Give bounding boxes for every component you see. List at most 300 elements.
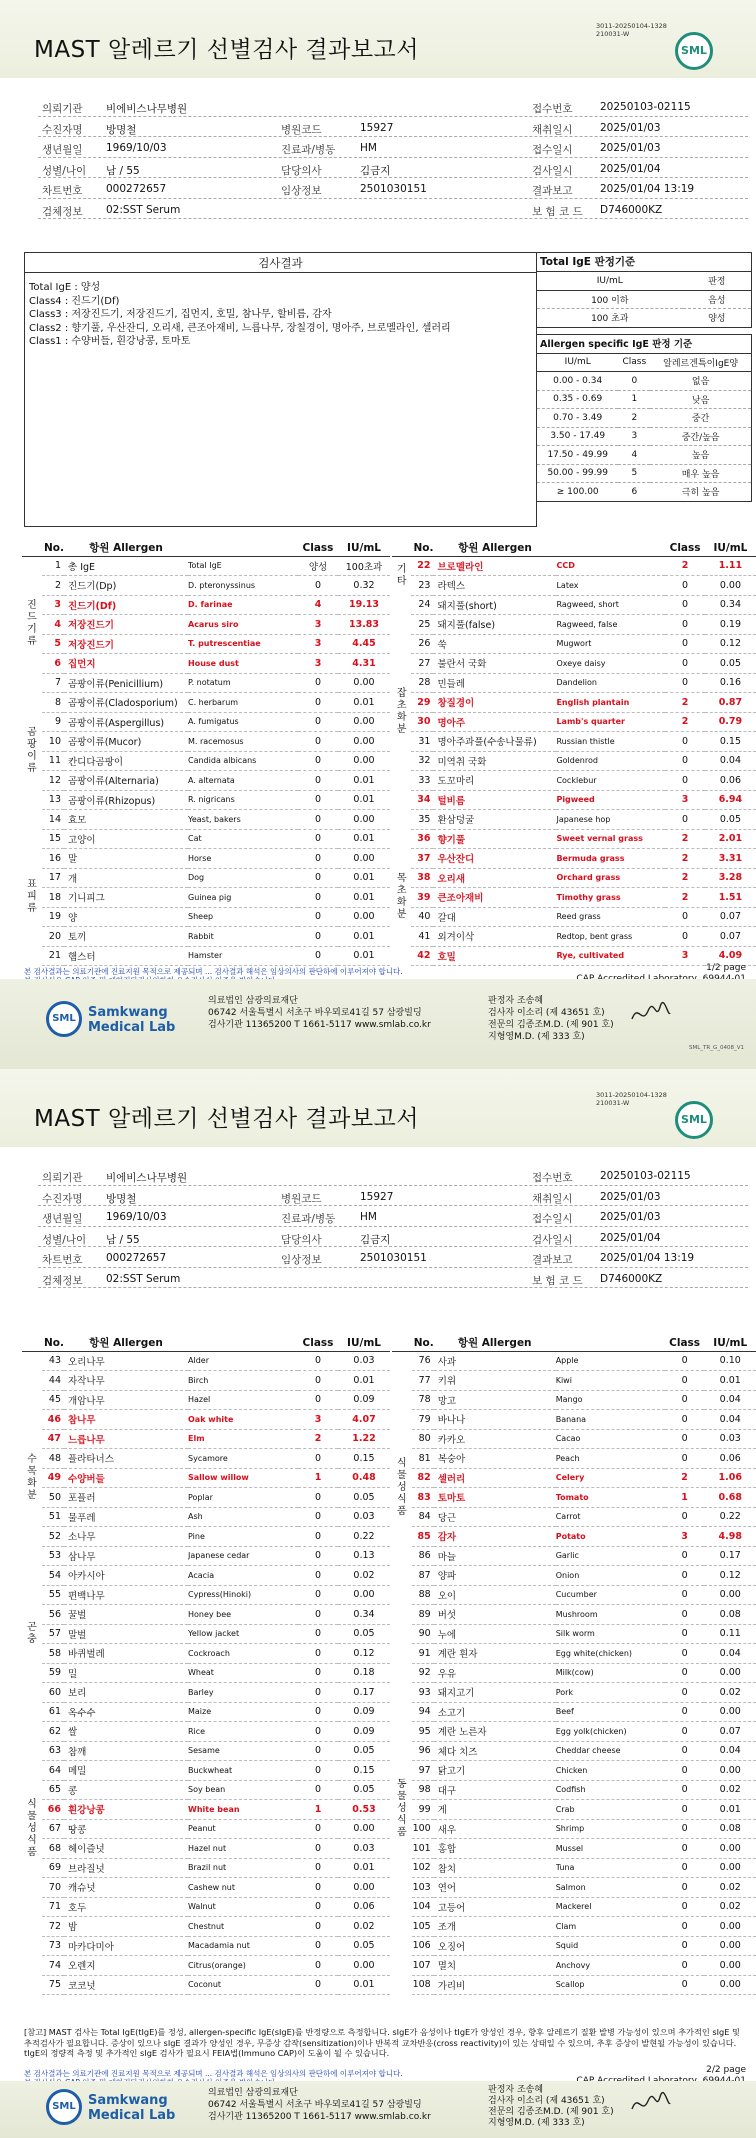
- allergen-value: 0.87: [705, 693, 756, 713]
- group-label-char: 표: [27, 879, 37, 891]
- ref-cell: 매우 높음: [650, 464, 751, 483]
- allergen-no: 52: [42, 1527, 64, 1547]
- table-row: [392, 1956, 756, 1976]
- allergen-no: 84: [412, 1507, 434, 1527]
- group-label: [22, 576, 42, 674]
- allergen-no: 96: [412, 1741, 434, 1761]
- table-row: [22, 1917, 390, 1937]
- info-value: D746000KZ: [600, 203, 663, 216]
- info-label: 의뢰기관: [42, 1172, 83, 1184]
- info-label: 수진자명: [42, 1192, 83, 1205]
- allergen-value: 0.17: [338, 1683, 390, 1703]
- allergen-name-ko: 양파: [434, 1566, 556, 1586]
- allergen-name-en: Lamb's quarter: [556, 712, 665, 732]
- allergen-value: 0.09: [338, 1702, 390, 1722]
- ref-cell: 낮음: [650, 390, 751, 409]
- ref-specific-table: [536, 353, 752, 502]
- allergen-name-ko: 닭고기: [434, 1761, 556, 1781]
- allergen-name-ko: 수양버들: [64, 1468, 188, 1488]
- allergen-value: 0.00: [704, 1761, 756, 1781]
- allergen-class: 0: [665, 771, 705, 791]
- allergen-name-en: Goldenrod: [556, 751, 665, 771]
- info-value: 2025/01/04: [600, 162, 661, 175]
- allergen-class: 2: [665, 829, 705, 849]
- allergen-value: 0.05: [705, 810, 756, 830]
- allergen-class: 0: [665, 1819, 705, 1839]
- allergen-class: 0: [665, 1351, 705, 1371]
- allergen-no: 66: [42, 1800, 64, 1820]
- allergen-name-en: Cat: [188, 829, 298, 849]
- allergen-name-ko: 갈대: [433, 907, 556, 927]
- allergen-class: 0: [665, 1975, 705, 1995]
- allergen-value: 13.83: [338, 615, 390, 635]
- allergen-class: 0: [298, 1917, 338, 1937]
- table-row: [392, 888, 756, 908]
- allergen-class: 0: [298, 1546, 338, 1566]
- ref-header-cell: IU/mL: [537, 353, 619, 372]
- allergen-name-ko: 카카오: [434, 1429, 556, 1449]
- header-allergen: 항원 Allergen: [434, 1335, 556, 1351]
- group-label-char: 식: [397, 1815, 407, 1827]
- table-row: [392, 1644, 756, 1664]
- allergen-name-ko: 큰조아재비: [433, 888, 556, 908]
- allergen-no: 5: [42, 634, 64, 654]
- info-value: 2501030151: [360, 183, 427, 195]
- group-label-char: 분: [27, 1490, 37, 1501]
- allergen-name-en: D. farinae: [188, 595, 298, 615]
- allergen-name-en: Dandelion: [556, 673, 665, 693]
- allergen-value: 0.04: [704, 1410, 756, 1430]
- allergen-class: 0: [298, 1605, 338, 1625]
- allergen-value: 0.02: [704, 1683, 756, 1703]
- allergen-no: 18: [42, 888, 64, 908]
- group-blank: [22, 556, 42, 576]
- ref-cell: 0: [618, 372, 650, 391]
- info-label: 병원코드: [281, 1192, 322, 1205]
- allergen-value: 0.12: [705, 634, 756, 654]
- allergen-class: 0: [665, 927, 705, 947]
- group-label-char: 화: [396, 897, 407, 909]
- info-label: 검사일시: [532, 164, 573, 177]
- allergen-class: 0: [665, 1371, 705, 1391]
- table-row: [22, 1351, 390, 1371]
- allergen-class: 3: [298, 1410, 338, 1430]
- ref-row: [537, 409, 752, 428]
- table-row: [392, 1975, 756, 1995]
- header-iu: IU/mL: [705, 540, 756, 556]
- allergen-value: 19.13: [338, 595, 390, 615]
- table-row: [22, 1741, 390, 1761]
- group-label: [392, 1624, 412, 1995]
- table-row: [392, 1780, 756, 1800]
- allergen-name-ko: 털비름: [433, 790, 556, 810]
- allergen-name-ko: 미역취 국화: [433, 751, 556, 771]
- table-row: [392, 1449, 756, 1469]
- allergen-value: 0.15: [338, 1761, 390, 1781]
- allergen-name-en: Mugwort: [556, 634, 665, 654]
- info-value: 000272657: [106, 183, 167, 195]
- allergen-name-ko: 불란서 국화: [433, 654, 556, 674]
- table-row: [22, 1449, 390, 1469]
- allergen-class: 0: [665, 1917, 705, 1937]
- table-row: [22, 1956, 390, 1976]
- allergen-name-ko: 효모: [64, 810, 188, 830]
- allergen-class: 0: [665, 1644, 705, 1664]
- ref-total-table: [536, 271, 752, 328]
- allergen-name-ko: 캐슈넛: [64, 1878, 188, 1898]
- info-label: 수진자명: [42, 123, 83, 136]
- allergen-table-2-right: [392, 1335, 756, 1995]
- info-row: [38, 117, 748, 138]
- info-label: 결과보고: [532, 185, 573, 197]
- allergen-value: 0.01: [338, 888, 390, 908]
- allergen-name-ko: 꿀벌: [64, 1605, 188, 1625]
- page-header: [0, 1069, 756, 1147]
- allergen-value: 4.45: [338, 634, 390, 654]
- ref-cell: 0.70 - 3.49: [537, 409, 619, 428]
- table-header-row: [22, 1335, 390, 1351]
- allergen-class: 2: [665, 712, 705, 732]
- reference-note: [참고] MAST 검사는 Total IgE(tIgE)를 정성, allergen-specific IgE(sIgE)를 반정량으로 측정합니다. sIgE가 음성이나 tIgE가 양성인 경우, 향후 알레르기 질환 발병 가능성이 있으며 추가적인 sIgE 및 추적검사가 필요합니다. 증상이 있으나 sIgE 결과가 양성인 경우, 무증상 감작(sensitization)이나 반복적 교차반응(cross reactivity)이 있는 상태일 수 있으며, 추후 증상이 발현될 가능성이 있습니다. tIgE의 정량적 측정 및 추가적인 sIgE 검사가 필요시 FEIA법(Immuno CAP)이 도움이 될 수 있습니다.: [24, 2027, 740, 2058]
- allergen-name-en: Tuna: [556, 1858, 665, 1878]
- allergen-class: 0: [298, 751, 338, 771]
- allergen-name-ko: 마카다미아: [64, 1936, 188, 1956]
- allergen-name-ko: 땅콩: [64, 1819, 188, 1839]
- info-value: 1969/10/03: [106, 1211, 167, 1223]
- page-footer: [0, 2081, 756, 2138]
- allergen-class: 3: [665, 1527, 705, 1547]
- allergen-name-en: CCD: [556, 556, 665, 576]
- allergen-no: 57: [42, 1624, 64, 1644]
- allergen-class: 0: [298, 1624, 338, 1644]
- allergen-name-en: Japanese hop: [556, 810, 665, 830]
- allergen-name-ko: 망고: [434, 1390, 556, 1410]
- table-row: [22, 1566, 390, 1586]
- allergen-class: 0: [298, 1371, 338, 1391]
- allergen-no: 41: [411, 927, 433, 947]
- allergen-name-en: Rye, cultivated: [556, 946, 665, 966]
- allergen-name-ko: 소나무: [64, 1527, 188, 1547]
- allergen-no: 86: [412, 1546, 434, 1566]
- info-row: [38, 158, 748, 179]
- allergen-value: 0.02: [338, 1566, 390, 1586]
- allergen-name-en: Cacao: [556, 1429, 665, 1449]
- group-label-char: 진: [27, 600, 37, 612]
- info-value: 비에비스나무병원: [106, 1172, 188, 1184]
- allergen-no: 1: [42, 556, 64, 576]
- table-row: [392, 1702, 756, 1722]
- allergen-name-ko: 쌀: [64, 1722, 188, 1742]
- allergen-name-ko: 기니피그: [64, 888, 188, 908]
- allergen-name-en: P. notatum: [188, 673, 298, 693]
- allergen-class: 0: [665, 1585, 705, 1605]
- table-row: [22, 1761, 390, 1781]
- allergen-name-en: Bermuda grass: [556, 849, 665, 869]
- group-label: [392, 595, 411, 829]
- sml-logo: SML: [675, 1101, 713, 1139]
- table-row: [392, 1800, 756, 1820]
- allergen-name-ko: 계란 노른자: [434, 1722, 556, 1742]
- allergen-value: 0.00: [704, 1917, 756, 1937]
- allergen-no: 9: [42, 712, 64, 732]
- allergen-class: 0: [665, 1741, 705, 1761]
- ref-header-row: [537, 272, 752, 291]
- allergen-no: 51: [42, 1507, 64, 1527]
- info-row: [38, 1165, 748, 1186]
- info-label: 검체정보: [42, 1274, 83, 1287]
- allergen-class: 0: [298, 849, 338, 869]
- allergen-no: 90: [412, 1624, 434, 1644]
- group-label-char: 식: [27, 1798, 37, 1810]
- allergen-class: 1: [665, 1488, 705, 1508]
- info-label: 임상정보: [281, 1254, 322, 1266]
- table-row: [392, 654, 756, 674]
- allergen-no: 39: [411, 888, 433, 908]
- result-title: 검사결과: [25, 253, 536, 273]
- info-row: [38, 137, 748, 158]
- allergen-name-en: Mussel: [556, 1839, 665, 1859]
- info-label: 진료과/병동: [281, 1213, 336, 1225]
- table-header-row: [392, 1335, 756, 1351]
- table-row: [22, 1507, 390, 1527]
- allergen-value: 0.05: [338, 1936, 390, 1956]
- allergen-value: 1.11: [705, 556, 756, 576]
- table-row: [392, 615, 756, 635]
- ref-cell: 양성: [683, 309, 752, 328]
- allergen-name-en: Salmon: [556, 1878, 665, 1898]
- allergen-name-ko: 고등어: [434, 1897, 556, 1917]
- allergen-name-ko: 콩: [64, 1780, 188, 1800]
- table-row: [392, 1429, 756, 1449]
- allergen-name-en: Ragweed, short: [556, 595, 665, 615]
- allergen-value: 0.13: [338, 1546, 390, 1566]
- allergen-name-ko: 오리나무: [64, 1351, 188, 1371]
- allergen-class: 0: [298, 1858, 338, 1878]
- result-lines: [25, 273, 536, 349]
- allergen-class: 0: [665, 595, 705, 615]
- allergen-value: 0.00: [704, 1858, 756, 1878]
- allergen-no: 40: [411, 907, 433, 927]
- allergen-value: 0.19: [705, 615, 756, 635]
- allergen-name-ko: 홍합: [434, 1839, 556, 1859]
- allergen-name-ko: 감자: [434, 1527, 556, 1547]
- ref-cell: 높음: [650, 446, 751, 465]
- allergen-class: 0: [298, 1936, 338, 1956]
- ref-header-cell: 알레르겐특이IgE양: [650, 353, 751, 372]
- allergen-no: 94: [412, 1702, 434, 1722]
- allergen-value: 0.01: [338, 1975, 390, 1995]
- info-label: 담당의사: [281, 1233, 322, 1246]
- allergen-no: 49: [42, 1468, 64, 1488]
- allergen-name-ko: 개암나무: [64, 1390, 188, 1410]
- allergen-class: 0: [665, 1507, 705, 1527]
- allergen-name-en: Guinea pig: [188, 888, 298, 908]
- allergen-name-ko: 물푸레: [64, 1507, 188, 1527]
- allergen-name-ko: 개: [64, 868, 188, 888]
- allergen-value: 0.16: [705, 673, 756, 693]
- allergen-name-en: Oxeye daisy: [556, 654, 665, 674]
- allergen-value: 0.34: [705, 595, 756, 615]
- group-label-char: 식: [27, 1834, 37, 1846]
- table-row: [392, 1468, 756, 1488]
- header-blank: [188, 540, 298, 556]
- info-row: [38, 1186, 748, 1207]
- allergen-value: 0.00: [338, 751, 390, 771]
- table-row: [392, 868, 756, 888]
- allergen-value: 0.00: [704, 1956, 756, 1976]
- allergen-name-en: Latex: [556, 576, 665, 596]
- info-label: 진료과/병동: [281, 144, 336, 156]
- info-value: HM: [360, 1211, 377, 1223]
- allergen-name-en: Mango: [556, 1390, 665, 1410]
- table-row: [22, 1410, 390, 1430]
- allergen-value: 0.07: [704, 1722, 756, 1742]
- allergen-class: 0: [665, 1956, 705, 1976]
- allergen-name-en: C. herbarum: [188, 693, 298, 713]
- allergen-name-en: Celery: [556, 1468, 665, 1488]
- allergen-value: 0.05: [338, 1624, 390, 1644]
- info-row: [38, 1206, 748, 1227]
- info-value: D746000KZ: [600, 1272, 663, 1285]
- header-class: Class: [665, 540, 705, 556]
- info-label: 채취일시: [532, 123, 573, 136]
- info-value: 15927: [360, 121, 394, 134]
- allergen-class: 0: [298, 1663, 338, 1683]
- table-row: [22, 693, 390, 713]
- result-line: Class2 : 향기풀, 우산잔디, 오리새, 큰조아재비, 느릅나무, 장칠경이, 명아주, 브로멜라인, 셀러리: [29, 322, 451, 334]
- allergen-class: 4: [298, 595, 338, 615]
- header-class: Class: [665, 1335, 705, 1351]
- allergen-class: 2: [665, 888, 705, 908]
- allergen-no: 76: [412, 1351, 434, 1371]
- table-row: [392, 1839, 756, 1859]
- info-label: 접수일시: [532, 1213, 573, 1225]
- allergen-name-ko: 곰팡이류(Alternaria): [64, 771, 188, 791]
- info-label: 생년월일: [42, 144, 83, 156]
- allergen-value: 0.15: [338, 1449, 390, 1469]
- allergen-no: 62: [42, 1722, 64, 1742]
- allergen-class: 0: [665, 1683, 705, 1703]
- allergen-no: 108: [412, 1975, 434, 1995]
- allergen-no: 60: [42, 1683, 64, 1703]
- allergen-no: 75: [42, 1975, 64, 1995]
- table-row: [22, 732, 390, 752]
- allergen-no: 12: [42, 771, 64, 791]
- allergen-no: 30: [411, 712, 433, 732]
- allergen-class: 1: [298, 1468, 338, 1488]
- allergen-no: 53: [42, 1546, 64, 1566]
- group-label-char: 수: [27, 1454, 37, 1465]
- allergen-value: 0.22: [704, 1507, 756, 1527]
- allergen-no: 104: [412, 1897, 434, 1917]
- allergen-name-en: House dust: [188, 654, 298, 674]
- allergen-name-en: Garlic: [556, 1546, 665, 1566]
- allergen-value: 0.01: [704, 1371, 756, 1391]
- allergen-value: 0.79: [705, 712, 756, 732]
- header-allergen: 항원 Allergen: [64, 540, 188, 556]
- allergen-name-ko: 곰팡이류(Cladosporium): [64, 693, 188, 713]
- ref-cell: 중간: [650, 409, 751, 428]
- allergen-name-ko: 옥수수: [64, 1702, 188, 1722]
- ref-cell: 100 초과: [537, 309, 683, 328]
- group-label-char: 동: [397, 1779, 407, 1791]
- allergen-value: 100초과: [338, 556, 390, 576]
- allergen-table-1-left: [22, 540, 390, 966]
- allergen-name-ko: 토마토: [434, 1488, 556, 1508]
- table-row: [392, 1663, 756, 1683]
- allergen-name-en: Walnut: [188, 1897, 298, 1917]
- lab-name: Samkwang Medical Lab: [88, 1005, 176, 1035]
- allergen-name-en: Milk(cow): [556, 1663, 665, 1683]
- allergen-value: 0.00: [704, 1663, 756, 1683]
- company-info: 의료법인 삼광의료재단 06742 서울특별시 서초구 바우뫼로41길 57 삼광빌딩 검사기관 11365200 T 1661-5117 www.smlab.co.kr: [208, 2088, 431, 2122]
- info-value: 2025/01/03: [600, 1190, 661, 1203]
- allergen-value: 0.00: [704, 1702, 756, 1722]
- allergen-name-en: T. putrescentiae: [188, 634, 298, 654]
- table-row: [22, 1683, 390, 1703]
- header-no: No.: [42, 1335, 64, 1351]
- info-value: 비에비스나무병원: [106, 103, 188, 115]
- allergen-name-en: Maize: [188, 1702, 298, 1722]
- table-row: [392, 751, 756, 771]
- allergen-name-ko: 가리비: [434, 1975, 556, 1995]
- group-label-char: 초: [396, 700, 407, 711]
- info-value: 1969/10/03: [106, 142, 167, 154]
- allergen-class: 3: [298, 654, 338, 674]
- ref-cell: 6: [618, 483, 650, 502]
- allergen-class: 0: [298, 1741, 338, 1761]
- ref-cell: 1: [618, 390, 650, 409]
- allergen-name-en: Brazil nut: [188, 1858, 298, 1878]
- info-row: [38, 1268, 748, 1289]
- allergen-value: 0.00: [338, 810, 390, 830]
- table-row: [22, 1819, 390, 1839]
- allergen-name-ko: 키위: [434, 1371, 556, 1391]
- allergen-class: 0: [298, 1488, 338, 1508]
- page-number: 2/2 page: [706, 2065, 746, 2075]
- allergen-name-ko: 호밀: [433, 946, 556, 966]
- allergen-name-en: Rice: [188, 1722, 298, 1742]
- allergen-no: 64: [42, 1761, 64, 1781]
- allergen-class: 0: [298, 927, 338, 947]
- table-row: [22, 751, 390, 771]
- table-row: [22, 927, 390, 947]
- allergen-value: 0.12: [338, 1644, 390, 1664]
- allergen-name-ko: 도꼬마리: [433, 771, 556, 791]
- group-label-char: 분: [396, 724, 407, 735]
- allergen-class: 0: [665, 1429, 705, 1449]
- ref-row: [537, 483, 752, 502]
- allergen-name-ko: 라텍스: [433, 576, 556, 596]
- allergen-value: 3.31: [705, 849, 756, 869]
- table-row: [22, 1624, 390, 1644]
- allergen-value: 0.03: [338, 1351, 390, 1371]
- allergen-name-ko: 오이: [434, 1585, 556, 1605]
- allergen-no: 43: [42, 1351, 64, 1371]
- allergen-name-en: English plantain: [556, 693, 665, 713]
- allergen-no: 58: [42, 1644, 64, 1664]
- allergen-name-ko: 오렌지: [64, 1956, 188, 1976]
- info-label: 의뢰기관: [42, 103, 83, 115]
- allergen-no: 82: [412, 1468, 434, 1488]
- allergen-name-ko: 돼지풀(short): [433, 595, 556, 615]
- info-value: 방명철: [106, 123, 137, 136]
- allergen-name-ko: 저장진드기: [64, 634, 188, 654]
- doc-code: SML_TR_G_0408_V1: [688, 1045, 744, 1051]
- table-row: [22, 790, 390, 810]
- group-label-char: 기: [27, 624, 37, 636]
- allergen-name-en: Pigweed: [556, 790, 665, 810]
